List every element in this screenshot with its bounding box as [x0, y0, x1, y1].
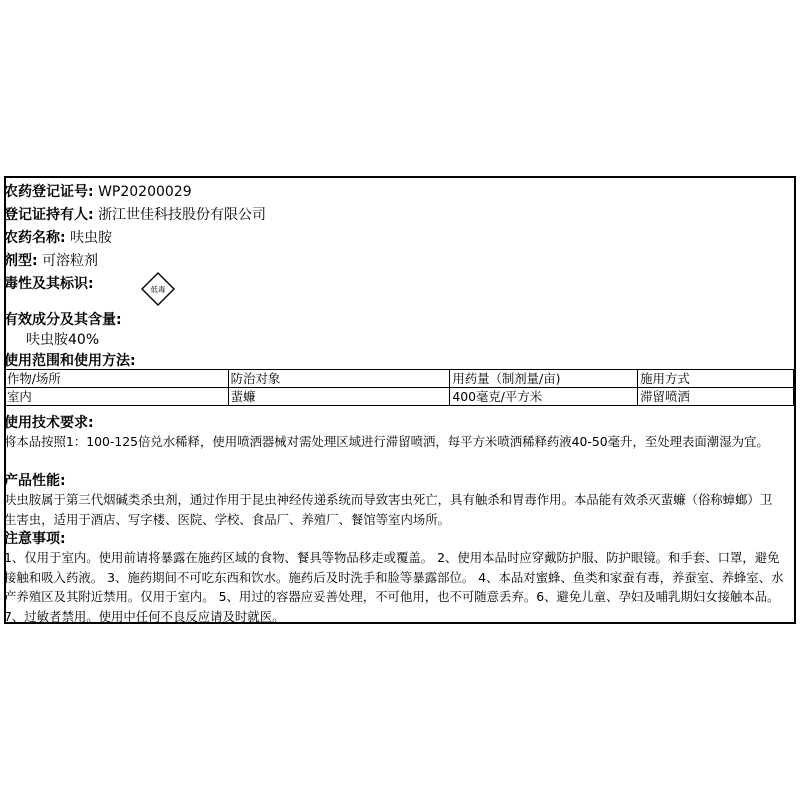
- toxicity-symbol-icon: [141, 272, 175, 306]
- table-header-cell: 施用方式: [638, 370, 794, 388]
- name-row: [4, 229, 112, 247]
- usage-table: [4, 369, 794, 406]
- table-header-cell: 防治对象: [228, 370, 450, 388]
- notes-label: 注意事项:: [4, 531, 66, 547]
- usage-label: 使用范围和使用方法:: [4, 353, 136, 369]
- toxicity-row: [4, 275, 94, 293]
- table-cell: 滞留喷洒: [638, 388, 794, 406]
- tech-label: 使用技术要求:: [4, 415, 94, 431]
- ingredients-label: 有效成分及其含量:: [4, 312, 122, 328]
- table-cell: 室内: [5, 388, 229, 406]
- registration-label: 农药登记证号:: [4, 184, 94, 200]
- formulation-value: 可溶粒剂: [42, 253, 99, 269]
- table-header-row: [5, 370, 794, 388]
- performance-text: 呋虫胺属于第三代烟碱类杀虫剂，通过作用于昆虫神经传递系统而导致害虫死亡，具有触杀和胃毒作用。本品能有效杀灭蜚蠊（俗称蟑螂）卫生害虫，适用于酒店、写字楼、医院、学校、食品厂、养殖厂、餐馆等室内场所。: [4, 492, 773, 527]
- table-header-cell: 用药量（制剂量/亩): [450, 370, 638, 388]
- name-value: 呋虫胺: [70, 230, 113, 246]
- holder-value: 浙江世佳科技股份有限公司: [98, 207, 267, 223]
- table-cell: 蜚蠊: [228, 388, 450, 406]
- formulation-label: 剂型:: [4, 253, 38, 269]
- table-cell: 400毫克/平方米: [450, 388, 638, 406]
- formulation-row: [4, 252, 98, 270]
- notes-text: 1、仅用于室内。使用前请将暴露在施药区域的食物、餐具等物品移走或覆盖。 2、使用本品时应穿戴防护服、防护眼镜。和手套、口罩，避免接触和吸入药液。 3、施药期间不可吃东西和饮水。施药后及时洗手和脸等暴露部位。 4、本品对蜜蜂、鱼类和家蚕有毒，养蚕室、养蜂室、水产养殖区及其附近禁用。仅用于室内。 5、用过的容器应妥善处理，不可他用，也不可随意丢弃。6、避免儿童、孕妇及哺乳期妇女接触本品。 7、过敏者禁用。使用中任何不良反应请及时就医。: [4, 550, 784, 624]
- holder-row: [4, 206, 266, 224]
- ingredients-value: 呋虫胺40%: [26, 332, 100, 348]
- tech-text: 将本品按照1：100-125倍兑水稀释，使用喷洒器械对需处理区域进行滞留喷洒，每平方米喷洒稀释药液40-50毫升，至处理表面潮湿为宜。: [4, 434, 769, 449]
- holder-label: 登记证持有人:: [4, 207, 94, 223]
- performance-label: 产品性能:: [4, 473, 66, 489]
- registration-value: WP20200029: [98, 184, 192, 200]
- name-label: 农药名称:: [4, 230, 66, 246]
- toxicity-label: 毒性及其标识:: [4, 276, 94, 292]
- toxicity-symbol-text: 低毒: [150, 285, 166, 294]
- table-row: [5, 388, 794, 406]
- registration-row: [4, 183, 192, 201]
- table-header-cell: 作物/场所: [5, 370, 229, 388]
